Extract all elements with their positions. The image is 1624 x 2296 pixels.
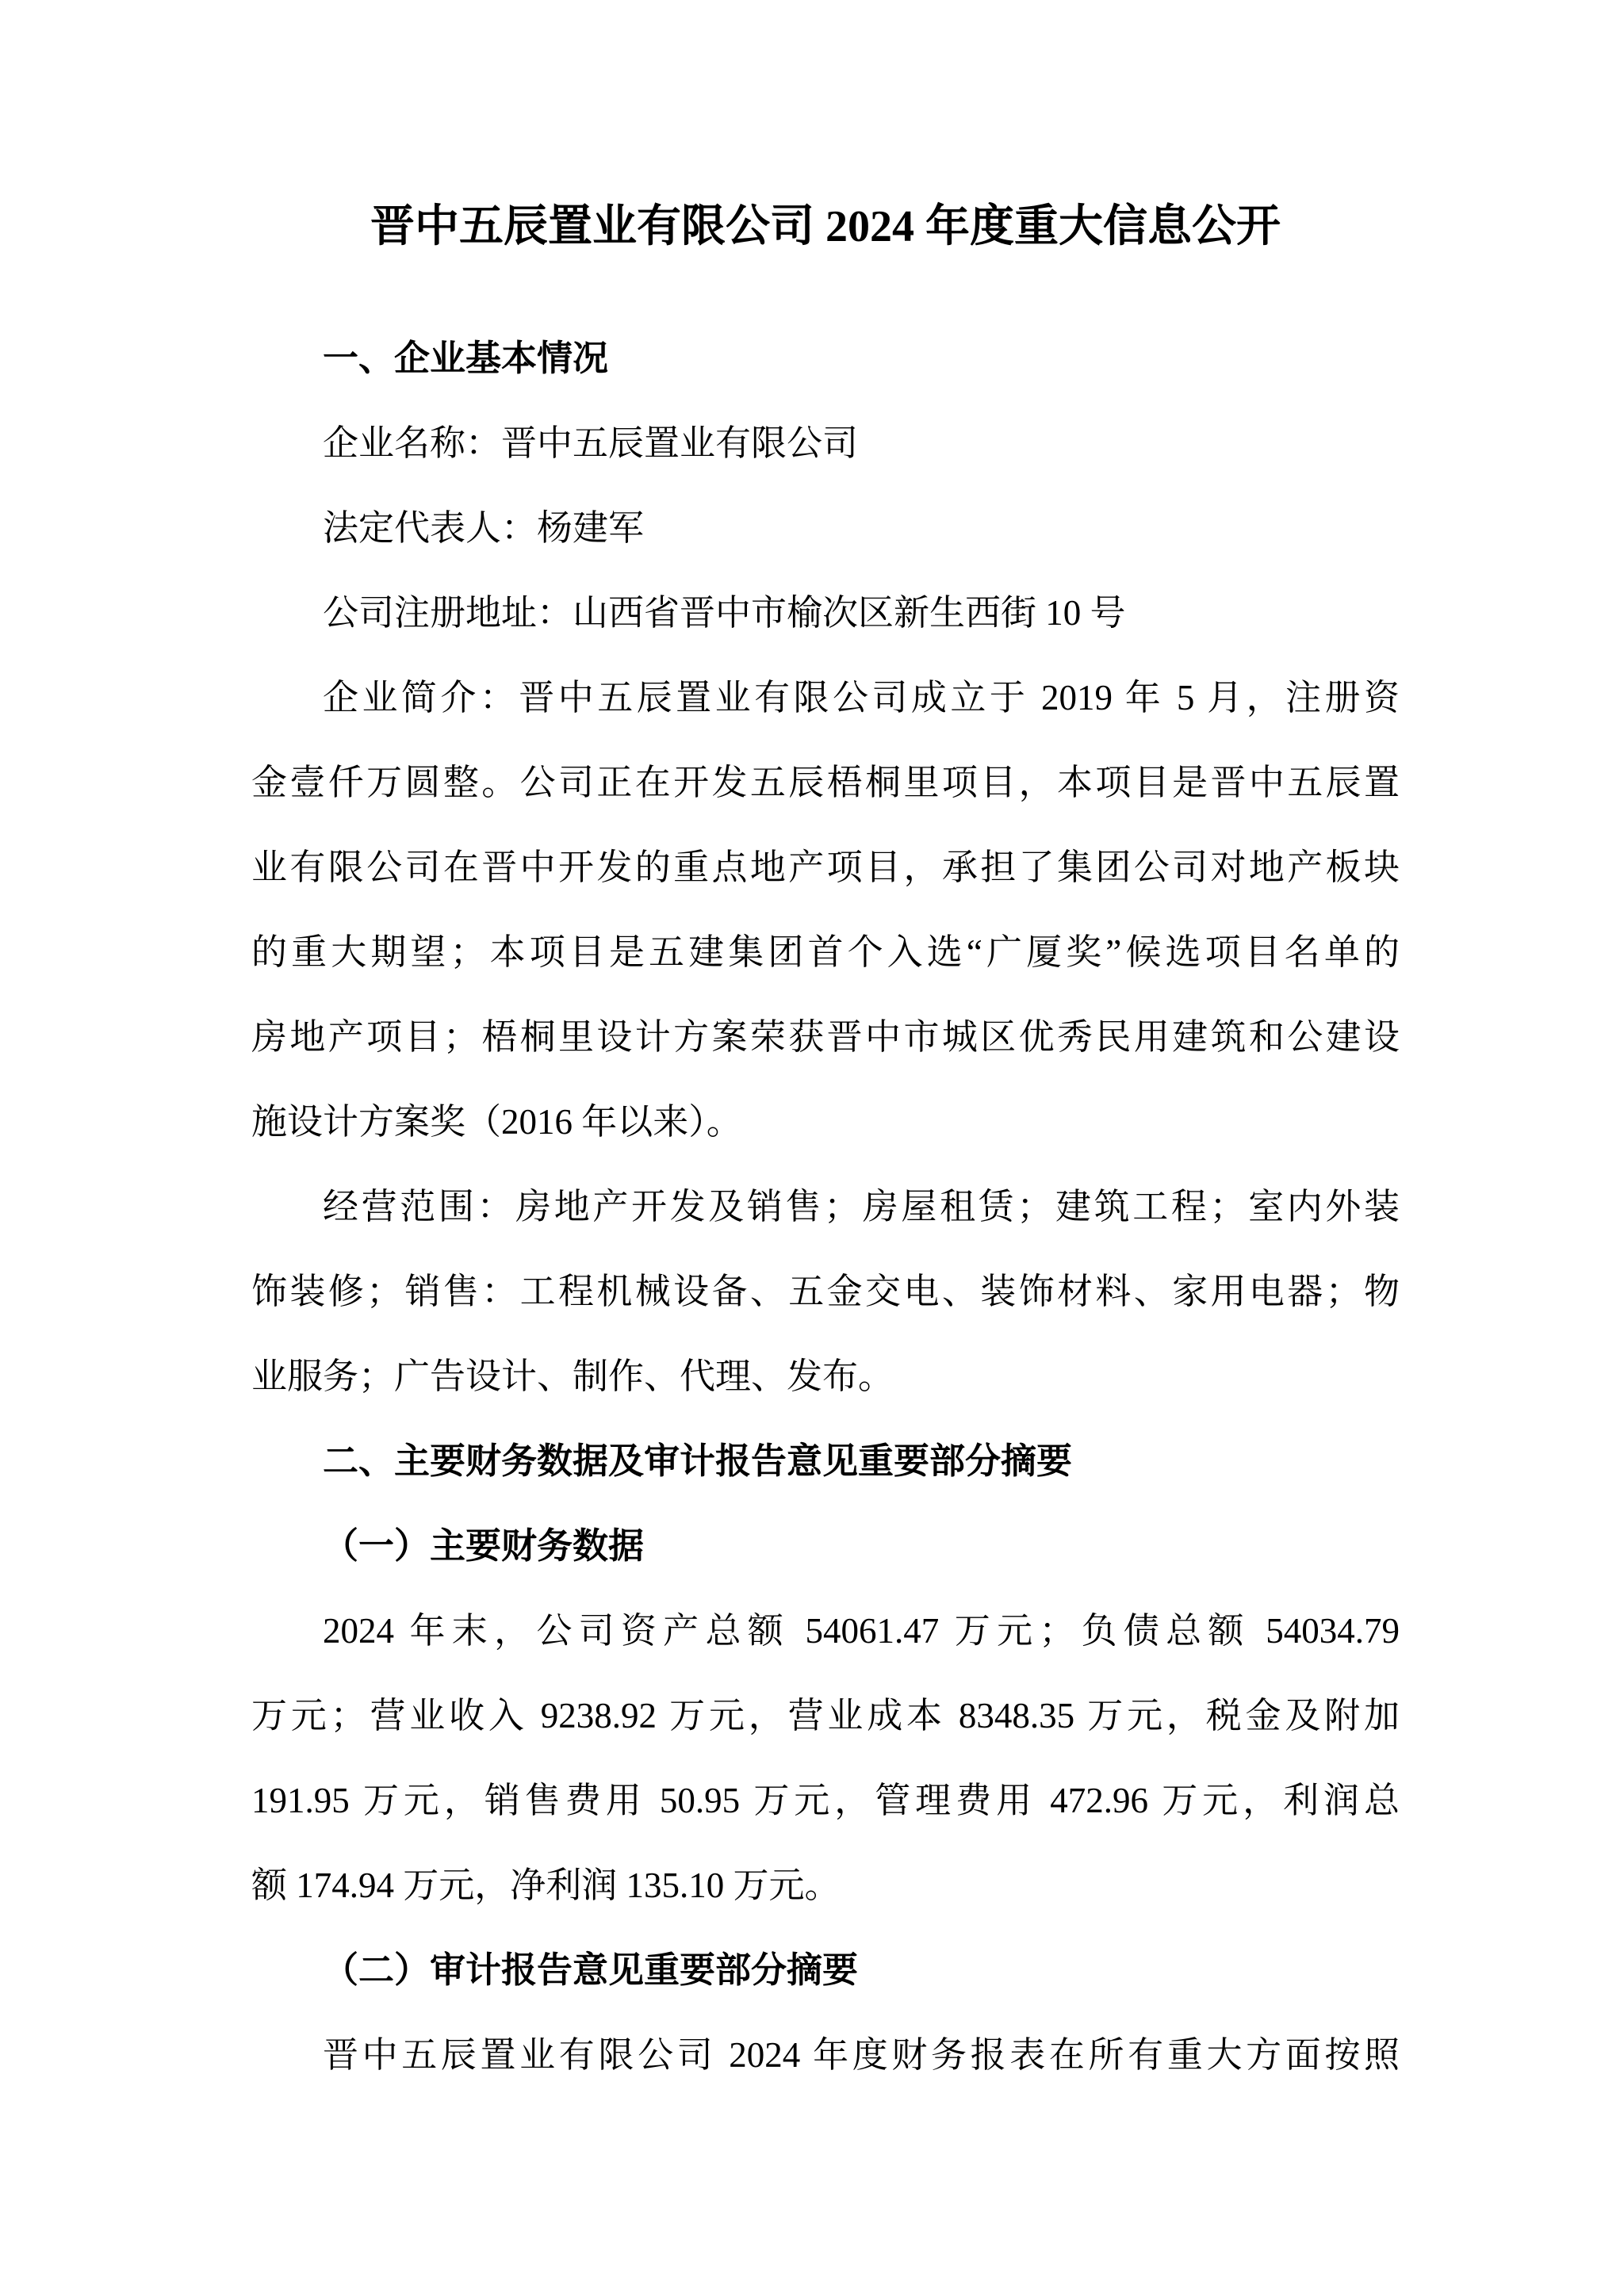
company-profile-line-2: 金壹仟万圆整。公司正在开发五辰梧桐里项目，本项目是晋中五辰置: [251, 763, 1400, 802]
company-profile-line-4: 的重大期望；本项目是五建集团首个入选“广厦奖”候选项目名单的: [251, 932, 1400, 972]
audit-opinion-line-1: 晋中五辰置业有限公司 2024 年度财务报表在所有重大方面按照: [323, 2035, 1400, 2075]
document-title: 晋中五辰置业有限公司 2024 年度重大信息公开: [370, 202, 1281, 251]
business-scope-line-2: 饰装修；销售：工程机械设备、五金交电、装饰材料、家用电器；物: [251, 1272, 1400, 1311]
registered-address-line: 公司注册地址：山西省晋中市榆次区新生西街 10 号: [323, 593, 1126, 633]
section-2-heading: 二、主要财务数据及审计报告意见重要部分摘要: [323, 1441, 1073, 1481]
section-1-heading: 一、企业基本情况: [323, 339, 609, 378]
business-scope-line-3: 业服务；广告设计、制作、代理、发布。: [251, 1357, 894, 1396]
company-profile-line-6: 施设计方案奖（2016 年以来）。: [251, 1102, 742, 1142]
financial-data-line-3: 191.95 万元，销售费用 50.95 万元，管理费用 472.96 万元，利润总: [251, 1781, 1400, 1820]
financial-data-line-4: 额 174.94 万元，净利润 135.10 万元。: [251, 1866, 841, 1905]
business-scope-line-1: 经营范围：房地产开发及销售；房屋租赁；建筑工程；室内外装: [323, 1187, 1400, 1226]
legal-representative-line: 法定代表人：杨建军: [323, 508, 645, 548]
company-profile-line-5: 房地产项目；梧桐里设计方案荣获晋中市城区优秀民用建筑和公建设: [251, 1017, 1400, 1057]
company-profile-line-3: 业有限公司在晋中开发的重点地产项目，承担了集团公司对地产板块: [251, 848, 1400, 887]
company-name-line: 企业名称：晋中五辰置业有限公司: [323, 423, 859, 463]
financial-data-line-2: 万元；营业收入 9238.92 万元，营业成本 8348.35 万元，税金及附加: [251, 1696, 1400, 1735]
company-profile-line-1: 企业简介：晋中五辰置业有限公司成立于 2019 年 5 月，注册资: [323, 678, 1400, 718]
subsection-2-1-heading: （一）主要财务数据: [323, 1526, 645, 1566]
subsection-2-2-heading: （二）审计报告意见重要部分摘要: [323, 1950, 859, 1990]
financial-data-line-1: 2024 年末，公司资产总额 54061.47 万元；负债总额 54034.79: [323, 1611, 1400, 1651]
